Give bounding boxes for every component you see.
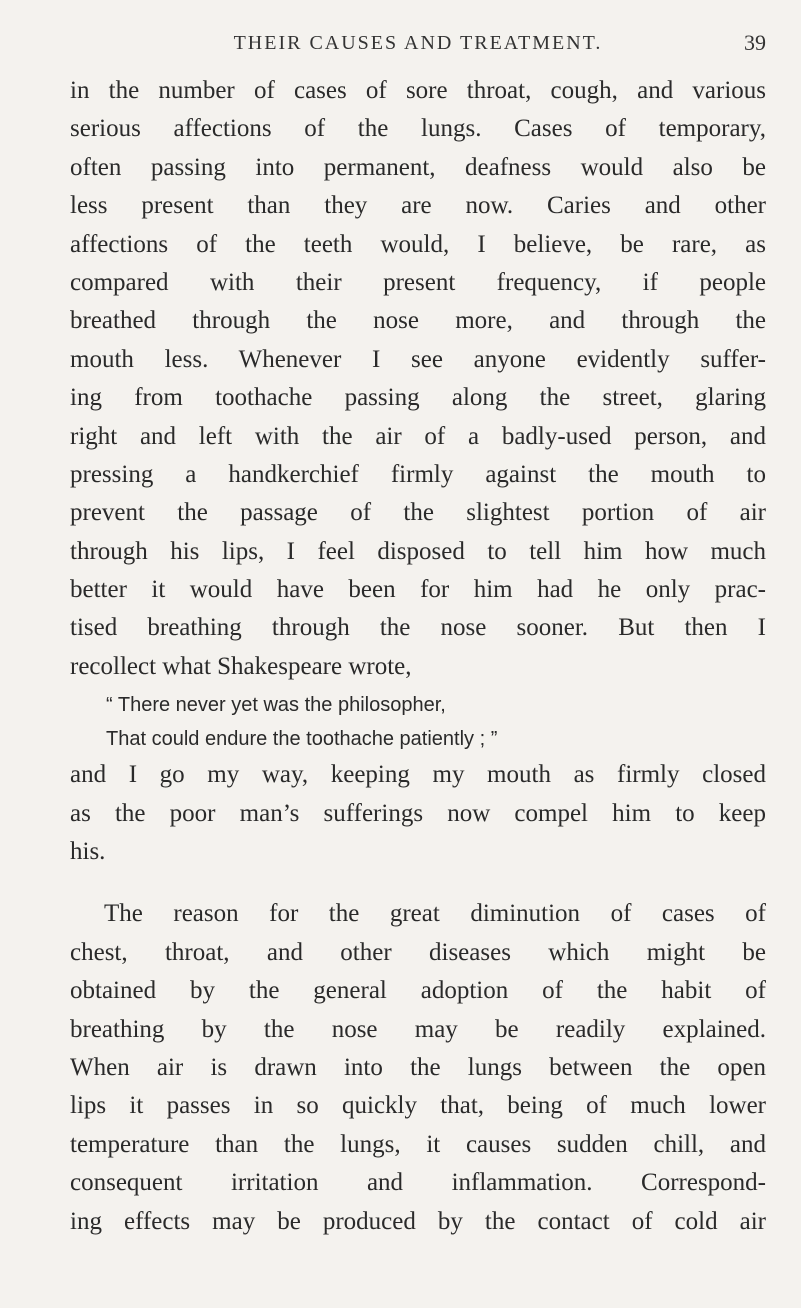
text-line: through his lips, I feel disposed to tell him how much (70, 537, 766, 565)
paragraph-1 (70, 72, 766, 686)
text-line: mouth less. Whenever I see anyone evidently suffer- (70, 345, 766, 373)
text-line: as the poor man’s sufferings now compel him to keep (70, 799, 766, 827)
running-head (70, 28, 766, 58)
text-line: better it would have been for him had he only prac- (70, 576, 766, 604)
text-line: affections of the teeth would, I believe, be rare, as (70, 230, 766, 258)
body-text (70, 72, 766, 1241)
quote-line: That could endure the toothache patiently ; ” (106, 728, 498, 751)
text-line: pressing a handkerchief firmly against the mouth to (70, 460, 766, 488)
paragraph-2 (70, 895, 766, 1241)
text-line: ing from toothache passing along the street, glaring (70, 384, 766, 412)
text-line: temperature than the lungs, it causes sudden chill, and (70, 1130, 766, 1158)
text-line: prevent the passage of the slightest portion of air (70, 499, 766, 527)
text-line: in the number of cases of sore throat, cough, and various (70, 77, 766, 104)
text-line: ing effects may be produced by the contact of cold air (70, 1207, 766, 1235)
text-line: When air is drawn into the lungs between the open (70, 1053, 766, 1081)
text-line: compared with their present frequency, if people (70, 268, 766, 296)
text-line: The reason for the great diminution of cases of (104, 900, 766, 928)
text-line: breathed through the nose more, and through the (70, 307, 766, 335)
text-line: often passing into permanent, deafness would also be (70, 153, 766, 181)
text-line: less present than they are now. Caries and other (70, 192, 766, 220)
text-line: recollect what Shakespeare wrote, (70, 652, 412, 680)
text-line: chest, throat, and other diseases which might be (70, 938, 766, 966)
text-line: lips it passes in so quickly that, being of much lower (70, 1092, 766, 1120)
paragraph-gap (70, 871, 766, 895)
text-line: right and left with the air of a badly-used person, and (70, 422, 766, 450)
paragraph-1-continued (70, 756, 766, 871)
text-line: his. (70, 838, 106, 866)
text-line: consequent irritation and inflammation. Correspond- (70, 1169, 766, 1197)
shakespeare-quote (70, 688, 766, 756)
text-line: serious affections of the lungs. Cases of temporary, (70, 115, 766, 143)
text-line: obtained by the general adoption of the habit of (70, 977, 766, 1005)
text-line: breathing by the nose may be readily explained. (70, 1015, 766, 1043)
running-title: THEIR CAUSES AND TREATMENT. (233, 32, 603, 54)
text-line: and I go my way, keeping my mouth as firmly closed (70, 761, 766, 789)
quote-line: “ There never yet was the philosopher, (106, 694, 446, 717)
page-number: 39 (744, 30, 766, 55)
text-line: tised breathing through the nose sooner. But then I (70, 614, 766, 642)
